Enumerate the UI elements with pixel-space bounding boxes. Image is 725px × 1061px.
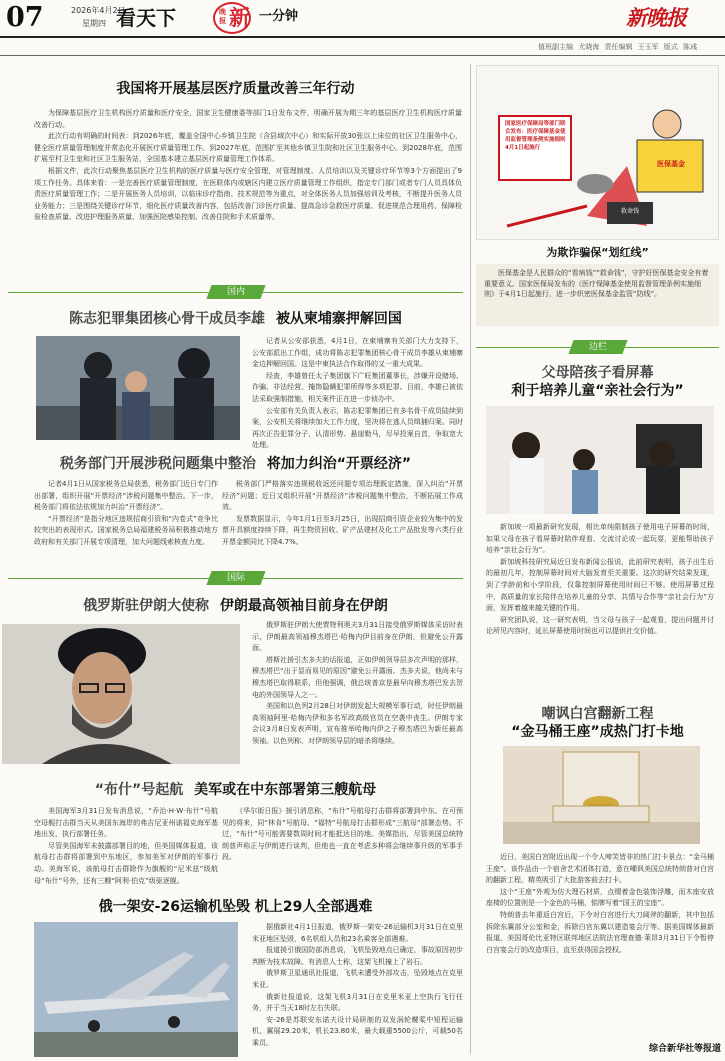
- newspaper-logo: 新晚报: [626, 5, 686, 30]
- article-body: [252, 336, 463, 452]
- band-tag: [206, 285, 265, 299]
- paragraph: 记者从公安部获悉，4月1日，在柬埔寨有关部门大力支持下，公安部派出工作组，成功将陈志犯罪集团核心骨干成员李雄从柬埔寨金边押解回国。这是中柬执法合作取得的又一重大成果。: [252, 337, 463, 369]
- headline-line: 父母陪孩子看屏幕: [541, 365, 654, 381]
- section-band-domestic: [8, 285, 463, 299]
- badge-big-text: 新: [229, 6, 250, 30]
- paragraph: 俄罗斯卫星通讯社报道，飞机未遭受外部攻击，坠毁地点在克里米亚。: [252, 969, 463, 989]
- paragraph: 记者4月1日从国家税务总局获悉，税务部门近日专门作出部署，组织开展“开票经济”涉税问题集中整治。下一步，税务部门将依法依规加力纠治“开票经济”。: [34, 480, 218, 512]
- headline-line: 嘲讽白宫翻新工程: [541, 706, 654, 722]
- column-divider: [470, 64, 471, 1054]
- article-headline: [476, 364, 719, 400]
- headline-part: 伊朗最高领袖目前身在伊朗: [219, 598, 388, 614]
- article-headline: [8, 310, 463, 328]
- article-headline: [8, 781, 463, 799]
- article-body: [252, 620, 463, 748]
- page-number: 07: [6, 2, 44, 33]
- article-headline: 我国将开展基层医疗质量改善三年行动: [116, 81, 355, 97]
- aircraft-photo: [34, 922, 238, 1057]
- paragraph: 为保障基层医疗卫生机构医疗质量和医疗安全，国家卫生健康委等部门1日发布文件，明确开展为期三年的基层医疗卫生机构医疗质量改善行动。: [34, 109, 462, 129]
- paragraph: 尽管美国海军未披露部署目的地，但美国媒体报道，该航母打击群将部署到中东地区，参加美军对伊朗的军事行动。美海军说，该航母打击群除作为旗舰的“尼米兹”级航母“布什”号外，还有三艘“阿利·伯克”级驱逐舰。: [34, 841, 218, 885]
- band-line: [625, 347, 720, 348]
- section-badge: [213, 2, 251, 34]
- section-band-sidebar: [476, 340, 719, 354]
- paragraph: 安-26是苏联安东诺夫设计局研制的双发涡轮螺桨中短程运输机，翼展29.20米，机长23.80米，最大载重5500公斤，可载50名乘员。: [252, 1015, 463, 1047]
- paragraph: 此次行动有明确的时间表：到2026年底，覆盖全国中心乡镇卫生院（含县域次中心）和实际开放30张以上床位的社区卫生服务中心，健全医疗质量管理制度并常态化开展医疗质量管理工作。到2027年底，范围扩至其他乡镇卫生院和社区卫生服务中心。到2028年底，范围扩展至村卫生室和社区卫生服务站，全国基本建立基层医疗质量管理工作体系。: [34, 132, 462, 164]
- article-body-col2: [222, 806, 463, 864]
- band-label: 国内: [226, 287, 245, 297]
- paragraph: 俄新社报道说，这架飞机3月31日在克里米亚上空执行飞行任务，并于当天18时左右失联。: [252, 992, 463, 1013]
- band-line: [8, 292, 209, 293]
- family-scene: [486, 406, 714, 514]
- headline-part: “布什”号起航: [94, 782, 184, 798]
- golden-toilet-photo: [503, 746, 700, 844]
- header-rule: [0, 36, 725, 38]
- cartoon-drawing: [477, 66, 719, 240]
- paragraph: 公安部有关负责人表示，陈志犯罪集团已有多名骨干成员陆续到案，公安机关将继续加大工作力度，坚决将在逃人员缉捕归案。同时再次正告犯罪分子，认清形势、悬崖勒马，尽早投案自首，争取宽大处理。: [252, 406, 463, 450]
- header-rule-thin: [0, 55, 725, 56]
- paragraph: 《华尔街日报》援引消息称，“布什”号航母打击群将部署到中东。在可预见的将来，同“林肯”号航母、“福特”号航母打击群形成“三航母”部署态势。不过，“布什”号可能需要数周时间才能抵达目的地。美媒指出，尽管美国总统特朗普声称正与伊朗进行谈判，但他也一直在考虑多种将会继续事升级的军事手段。: [222, 807, 463, 862]
- headline-part: 陈志犯罪集团核心骨干成员李雄: [69, 311, 266, 327]
- section-title: 看天下: [116, 6, 176, 30]
- band-line: [8, 578, 209, 579]
- section-subtitle: 一分钟: [259, 9, 299, 24]
- family-photo: [486, 406, 714, 514]
- headline-line: 利于培养儿童“亲社会行为”: [511, 383, 684, 399]
- band-line: [263, 292, 464, 293]
- cartoon-caption: 医保基金是人民群众的“看病钱”“救命钱”，守护好医保基金安全有着重要意义。国家医保局发布的《医疗保障基金使用监督管理条例实施细则》于4月1日起施行，进一步织密医保基金监管“防线”。: [476, 264, 719, 326]
- headline-line: “金马桶王座”成热门打卡地: [511, 724, 684, 740]
- paragraph: 美国海军3月31日发布消息说，“乔治·H·W·布什”号航空母舰打击群当天从美国东海岸的弗吉尼亚州诺福克海军基地出发，执行部署任务。: [34, 807, 218, 839]
- paragraph: 新加坡一项最新研究发现，相比单纯限制孩子使用电子屏幕的时间，如果父母在孩子看屏幕时陪伴观看、交流讨论或一起玩耍，更能帮助孩子培养“亲社会行为”。: [486, 523, 714, 555]
- paragraph: 研究团队说，这一研究表明，当父母与孩子一起观看，提出问题并讨论所见内容时，延长屏幕使用时间也可以提供社交价值。: [486, 615, 714, 636]
- band-label: 国际: [226, 573, 245, 583]
- article-body: [252, 922, 463, 1050]
- fund-label: 医保基金: [657, 160, 685, 168]
- issue-date: 2026年4月2日: [71, 6, 126, 15]
- paragraph: 新加坡科技研究局近日发布新闻公报说，此前研究表明，孩子出生后的最初几年，控制屏幕时间对大脑发育至关重要。这次的研究结果发现，到了学龄前和小学阶段，仅靠控制屏幕使用时间已不够。使用屏幕过程中，高质量的家长陪伴在培养儿童的分享、共情与合作等“亲社会行为”方面，发挥着越来越关键的作用。: [486, 557, 714, 613]
- paragraph: 报道援引俄国防部消息说，飞机坠毁地点已确定，事故原因初步判断为技术故障。有消息人士称，这架飞机撞上了岩石。: [252, 946, 463, 966]
- paragraph: 经查，李雄曾任太子集团旗下广旺集团董事长，涉嫌开设赌场、诈骗、非法经营、掩饰隐瞒犯罪所得等多项犯罪。目前，李雄已被依法采取强制措施，相关案件正在进一步侦办中。: [252, 371, 463, 403]
- headline-part: 将加力纠治“开票经济”: [266, 456, 412, 472]
- cartoon-illustration: [476, 65, 719, 240]
- paragraph: 特朗普去年重返白宫后，下令对白宫进行大刀阔斧的翻新，其中包括拆除东翼部分公室和金，拆除白宫东翼以建造宴会厅等。据美国媒体最新报道，美国哥伦比亚特区联邦地区法院法官理查德·莱昂3月31日下令暂停白宫宴会厅的改造项目，直至获得国会授权。: [486, 910, 714, 954]
- article-body-col1: [34, 479, 218, 549]
- section-band-international: [8, 571, 463, 585]
- paragraph: 根据文件，此次行动聚焦基层医疗卫生机构的医疗质量与医疗安全管理，对管理制度、人员培训以及关键诊疗环节等3个方面提出了9项工作任务。具体来看：一是完善医疗质量管理制度，在医联体内或辖区内建立医疗质量管理工作组织，指定专门部门或者专门人员具体负责医疗质量管理工作；二是开展医务人员培训，以临床诊疗指南、技术规范等为重点，对全体医务人员加强培训及考核，不断提升医务人员业务能力；三是围绕关键诊疗环节，细化医疗质量改善内容，包括改善门诊医疗质量、提高急诊急救医疗质量、促进规范合理用药、保障检验检查质量、改进护理服务质量、加强医院感染控制、改善住院和手术质量等。: [34, 166, 462, 222]
- paragraph: 税务部门严格落实违规税收返还问题专项治理既定措施，深入纠治“开票经济”问题；近日又组织开展“开票经济”涉税问题集中整治，不断拓展工作成效。: [222, 480, 463, 512]
- source-credit: 综合新华社等报道: [648, 1044, 721, 1054]
- band-tag: [206, 571, 265, 585]
- article-headline: [476, 705, 719, 741]
- article-headline: [8, 597, 463, 615]
- arrest-scene: [36, 336, 240, 440]
- headline-part: 税务部门开展涉税问题集中整治: [59, 456, 256, 472]
- board-label: 救命钱: [620, 208, 639, 215]
- paragraph: 这个“王座”外观为仿大理石材质，点缀着金色装饰浮雕，而木座安放座椅的位置则是一个金色的马桶，铭牌写着“国王的宝座”。: [486, 887, 714, 908]
- article-headline: 俄一架安-26运输机坠毁 机上29人全部遇难: [98, 899, 373, 915]
- band-tag: [568, 340, 627, 354]
- badge-small-text: 晚报: [219, 8, 226, 25]
- headline-part: 俄罗斯驻伊朗大使称: [83, 598, 210, 614]
- band-line: [263, 578, 464, 579]
- paragraph: 据俄新社4月1日报道，俄罗斯一架安-26运输机3月31日在克里米亚地区坠毁，6名机组人员和23名乘客全部遇难。: [252, 923, 463, 943]
- cartoon-sign-text: 国家医疗保障局等部门联合发布：医疗保障基金使用监督管理条例实施细则 4月1日起施行: [505, 121, 566, 151]
- cartoon-title: 为欺诈骗保“划红线”: [546, 246, 649, 259]
- headline-part: 被从柬埔寨押解回国: [275, 311, 402, 327]
- headline-part: 美军或在中东部署第三艘航母: [194, 782, 377, 798]
- article-body: [486, 852, 714, 956]
- band-label: 边栏: [588, 342, 607, 352]
- editors-credit: 值班副主编 尤晓海 责任编辑 王玉军 版式 陈彧: [538, 43, 698, 51]
- aircraft-drawing: [34, 922, 238, 1057]
- article-body: [486, 522, 714, 638]
- article-headline: [8, 455, 463, 473]
- issue-weekday: 星期四: [82, 19, 106, 28]
- paragraph: 近日，美国白宫附近出现一个令人啼笑皆非的热门打卡景点：“金马桶王座”。该作品由一个宿舍艺术团体打造，意在嘲讽美国总统特朗普对白宫的翻新工程，精英吸引了大批游客前去打卡。: [486, 853, 714, 885]
- article-body-col1: [34, 806, 218, 887]
- paragraph: “开票经济”是指分地区违规招商引资和“内卷式”竞争比较突出的表现形式。国家税务总局福建税务局积极推动地方政府和有关部门开展专项清理，加大问题线索核查力度。: [34, 514, 218, 546]
- throne-drawing: [503, 746, 700, 844]
- article-body-col2: [222, 479, 463, 549]
- leader-portrait: [2, 624, 240, 764]
- article-body: [34, 108, 462, 224]
- paragraph: 发票数据显示，今年1月1日至3月25日，出现招商引资企业较为集中的发票开具额度持续下降，再生物资回收、矿产品建材及化工产品批发等六类行业开票金额同比下降4.7%。: [222, 514, 463, 546]
- paragraph: 俄罗斯驻伊朗大使贾特利奥夫3月31日接受俄罗斯媒体采访时表示，伊朗最高领袖穆杰塔巴·哈梅内伊目前身在伊朗，但避免公开露面。: [252, 621, 463, 653]
- band-line: [476, 347, 571, 348]
- arrest-photo: [36, 336, 240, 440]
- paragraph: 塔斯社援引杰多夫的话报道，正如伊朗领导层多次声明的那样，穆杰塔巴“出于显而易见的原因”避免公开露面。杰多夫说，他尚未与穆杰塔巴取得联系，但他强调，俄总统普京是最早向穆杰塔巴发去贺电的外国领导人之一。: [252, 655, 463, 699]
- paragraph: 美国和以色列2月28日对伊朗发起大规模军事行动，时任伊朗最高领袖阿里·哈梅内伊和多名军政高级官员在空袭中丧生。伊朗专家会议3月8日发表声明，宣布推举哈梅内伊之子穆杰塔巴为新任最高领袖。以色列称，对伊朗领导层的暗杀将继续。: [252, 702, 463, 745]
- portrait-drawing: [2, 624, 240, 764]
